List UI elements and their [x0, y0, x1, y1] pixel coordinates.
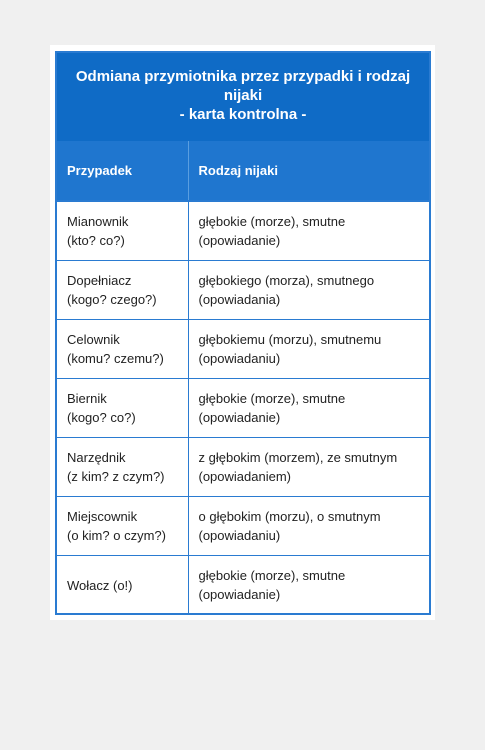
declension-table: [57, 141, 429, 614]
case-name: Dopełniacz: [67, 273, 132, 288]
form-cell: [188, 438, 429, 497]
case-name: Mianownik: [67, 214, 129, 229]
case-cell: [57, 497, 188, 556]
table-row: [57, 261, 429, 320]
form-cell: [188, 261, 429, 320]
case-name: Celownik: [67, 332, 120, 347]
table-row: [57, 320, 429, 379]
form-text: (opowiadania): [198, 292, 281, 307]
form-text: (opowiadanie): [198, 410, 281, 425]
form-text: głębokie (morze), smutne: [198, 568, 346, 583]
form-text: (opowiadaniem): [198, 469, 291, 484]
form-text: (opowiadanie): [198, 587, 281, 602]
table-row: [57, 379, 429, 438]
title-line-2: nijaki: [223, 87, 263, 104]
header-row: [57, 141, 429, 201]
form-cell: [188, 556, 429, 615]
form-cell: [188, 379, 429, 438]
form-text: głębokiego (morza), smutnego: [198, 273, 375, 288]
form-text: (opowiadanie): [198, 233, 281, 248]
case-question: (o kim? o czym?): [67, 528, 166, 543]
table-frame: [55, 51, 431, 615]
case-name: Wołacz (o!): [67, 577, 133, 593]
title-line-1: Odmiana przymiotnika przez przypadki i rodzaj: [75, 68, 411, 85]
form-text: głębokie (morze), smutne: [198, 214, 346, 229]
case-question: (z kim? z czym?): [67, 469, 165, 484]
table-row: [57, 497, 429, 556]
case-cell: [57, 438, 188, 497]
case-cell: [57, 379, 188, 438]
control-card: [50, 45, 435, 620]
form-text: głębokie (morze), smutne: [198, 391, 346, 406]
form-cell: [188, 497, 429, 556]
case-question: (kto? co?): [67, 233, 125, 248]
case-name: Miejscownik: [67, 509, 138, 524]
case-cell: [57, 320, 188, 379]
form-text: (opowiadaniu): [198, 351, 281, 366]
table-row: [57, 556, 429, 615]
case-cell: [57, 556, 188, 615]
case-name: Biernik: [67, 391, 107, 406]
form-text: z głębokim (morzem), ze smutnym: [198, 450, 398, 465]
title-line-3: - karta kontrolna -: [179, 106, 307, 123]
form-cell: [188, 201, 429, 261]
form-cell: [188, 320, 429, 379]
header-case: Przypadek: [57, 141, 188, 201]
case-question: (komu? czemu?): [67, 351, 164, 366]
case-question: (kogo? co?): [67, 410, 136, 425]
case-name: Narzędnik: [67, 450, 126, 465]
header-neuter: Rodzaj nijaki: [188, 141, 429, 201]
case-question: (kogo? czego?): [67, 292, 157, 307]
case-cell: [57, 261, 188, 320]
form-text: o głębokim (morzu), o smutnym: [198, 509, 381, 524]
case-cell: [57, 201, 188, 261]
table-row: [57, 201, 429, 261]
card-title: [57, 53, 429, 141]
form-text: głębokiemu (morzu), smutnemu: [198, 332, 382, 347]
form-text: (opowiadaniu): [198, 528, 281, 543]
table-row: [57, 438, 429, 497]
